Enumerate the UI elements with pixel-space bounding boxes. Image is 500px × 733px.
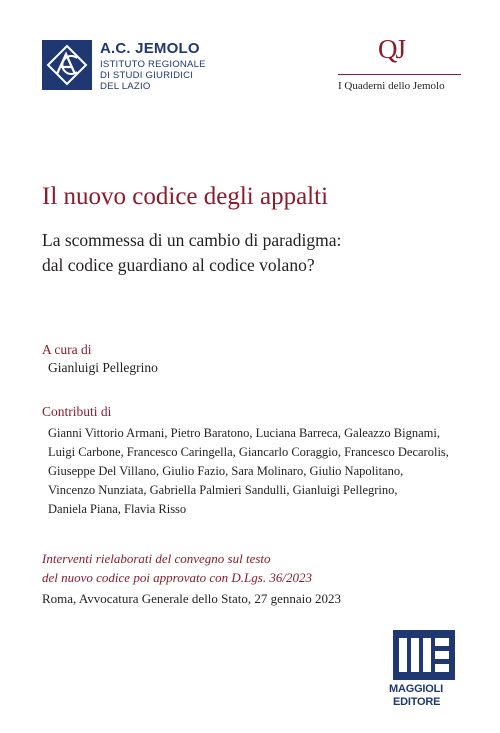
contributors-line-5: Daniela Piana, Flavia Risso: [48, 502, 187, 516]
institute-line-1: ISTITUTO REGIONALE: [100, 59, 206, 70]
contributors-label: Contributi di: [42, 404, 112, 419]
institute-logo-mark: [42, 40, 92, 90]
institute-logo: [42, 40, 92, 90]
series-logo: QJ: [378, 34, 405, 64]
curator-name: Gianluigi Pellegrino: [48, 360, 158, 375]
curated-label: A cura di: [42, 342, 92, 357]
publisher-name-line-2: EDITORE: [393, 696, 441, 708]
series-divider: [338, 74, 461, 75]
note-line-1: Interventi rielaborati del convegno sul testo: [42, 551, 271, 566]
publisher-logo-mark: [393, 630, 455, 680]
contributors-line-3: Giuseppe Del Villano, Giulio Fazio, Sara Molinaro, Giulio Napolitano,: [48, 464, 404, 478]
publisher-logo: [393, 630, 455, 680]
event-line: Roma, Avvocatura Generale dello Stato, 27 gennaio 2023: [42, 591, 342, 606]
institute-line-3: DEL LAZIO: [100, 81, 151, 92]
series-name: I Quaderni dello Jemolo: [338, 80, 445, 92]
publisher-name-line-1: MAGGIOLI: [389, 683, 444, 695]
contributors-line-4: Vincenzo Nunziata, Gabriella Palmieri Sandulli, Gianluigi Pellegrino,: [48, 483, 398, 497]
book-subtitle-line-1: La scommessa di un cambio di paradigma:: [42, 230, 342, 250]
institute-name: A.C. JEMOLO: [100, 40, 200, 57]
book-title: Il nuovo codice degli appalti: [42, 183, 329, 210]
contributors-line-1: Gianni Vittorio Armani, Pietro Baratono, Luciana Barreca, Galeazzo Bignami,: [48, 426, 440, 440]
institute-line-2: DI STUDI GIURIDICI: [100, 70, 194, 81]
note-line-2: del nuovo codice poi approvato con D.Lgs. 36/2023: [42, 570, 312, 585]
contributors-line-2: Luigi Carbone, Francesco Caringella, Giancarlo Coraggio, Francesco Decarolis,: [48, 445, 449, 459]
book-subtitle-line-2: dal codice guardiano al codice volano?: [42, 255, 315, 275]
